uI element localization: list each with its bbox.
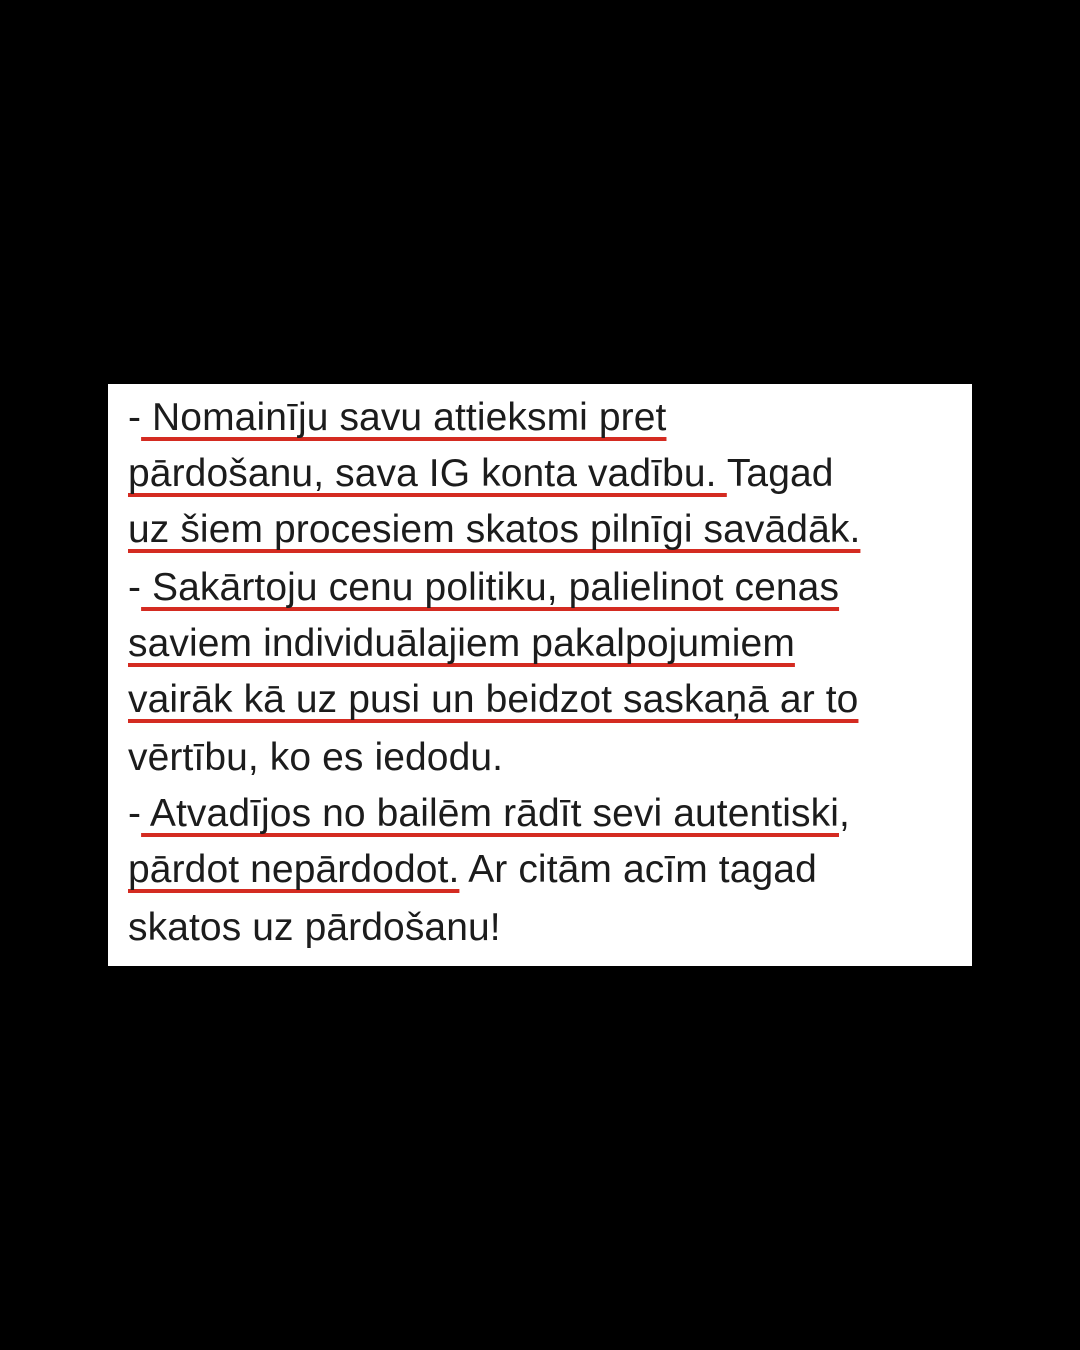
text-card [108,384,972,966]
text-line-5 [128,620,795,668]
plain-text: skatos uz pārdošanu! [128,906,501,949]
plain-text: vērtību, ko es iedodu. [128,736,504,779]
underlined-text: saviem individuālajiem pakalpojumiem [128,622,795,665]
text-line-6 [128,676,858,724]
dash: - [128,396,142,439]
text-line-7 [128,734,503,782]
underlined-text: Sakārtoju cenu politiku, palielinot cenas [141,566,840,609]
dash: - [128,566,142,609]
dash: - [128,792,142,835]
underlined-text: uz šiem procesiem skatos pilnīgi savādāk. [128,508,861,551]
text-line-2 [128,450,834,498]
text-line-1 [128,394,666,442]
text-line-4 [128,564,839,612]
text-line-8 [128,790,850,838]
underlined-text: Atvadījos no bailēm rādīt sevi autentiski [141,792,839,835]
underlined-text: vairāk kā uz pusi un beidzot saskaņā ar to [128,678,859,721]
plain-text: Tagad [726,452,834,495]
plain-text: Ar citām acīm tagad [459,848,817,891]
text-line-3 [128,506,860,554]
underlined-text: pārdošanu, sava IG konta vadību. [128,452,727,495]
underlined-text: pārdot nepārdodot. [128,848,460,891]
text-line-10 [128,904,501,952]
plain-text: , [839,792,850,835]
underlined-text: Nomainīju savu attieksmi pret [141,396,667,439]
text-line-9 [128,846,817,894]
